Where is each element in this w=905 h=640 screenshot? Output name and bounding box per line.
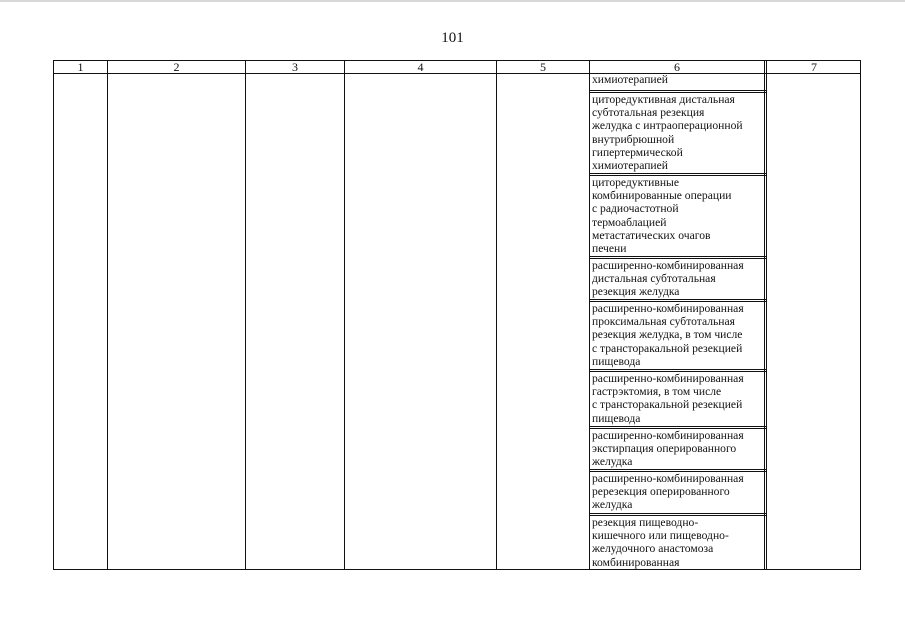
- list-item-text: расширенно-комбинированная экстирпация оперированного желудка: [592, 429, 744, 469]
- list-item: [590, 93, 766, 173]
- column-header-1: 1: [77, 60, 84, 74]
- column-divider: [245, 61, 246, 569]
- list-item: [590, 73, 766, 89]
- list-item-text: расширенно-комбинированная гастрэктомия, в том числе с трансторакальной резекцией пищевода: [592, 372, 744, 425]
- list-item-text: расширенно-комбинированная дистальная субтотальная резекция желудка: [592, 259, 744, 299]
- column-6-cell: [590, 73, 766, 569]
- column-header-3: 3: [292, 60, 298, 74]
- list-item-text: циторедуктивная дистальная субтотальная резекция желудка с интраоперационной внутрибрюшной гипертермической химиотерапией: [592, 93, 743, 173]
- column-header-7: 7: [811, 60, 817, 74]
- scan-edge: [0, 0, 905, 2]
- column-divider: [344, 61, 345, 569]
- column-divider: [496, 61, 497, 569]
- list-item: [590, 372, 766, 426]
- list-item: [590, 516, 766, 569]
- list-item: [590, 472, 766, 513]
- document-table: [53, 60, 861, 570]
- column-divider: [107, 61, 108, 569]
- column-header-4: 4: [417, 60, 424, 74]
- list-item: [590, 429, 766, 469]
- column-header-5: 5: [540, 60, 546, 74]
- list-item-text: резекция пищеводно- кишечного или пищеводно- желудочного анастомоза комбинированная: [592, 516, 729, 569]
- list-item-text: химиотерапией: [592, 73, 668, 86]
- list-item-text: расширенно-комбинированная ререзекция оперированного желудка: [592, 472, 744, 512]
- column-header-6: 6: [674, 60, 680, 74]
- list-item-text: циторедуктивные комбинированные операции с радиочастотной термоаблацией метастатических очагов печени: [592, 176, 732, 256]
- list-item: [590, 176, 766, 256]
- column-header-2: 2: [173, 60, 180, 74]
- page-number: 101: [441, 30, 464, 46]
- column-divider: [766, 61, 767, 569]
- list-item-text: расширенно-комбинированная проксимальная субтотальная резекция желудка, в том числе с трансторакальной резекцией пищевода: [592, 302, 744, 368]
- list-item: [590, 302, 766, 369]
- list-item: [590, 259, 766, 299]
